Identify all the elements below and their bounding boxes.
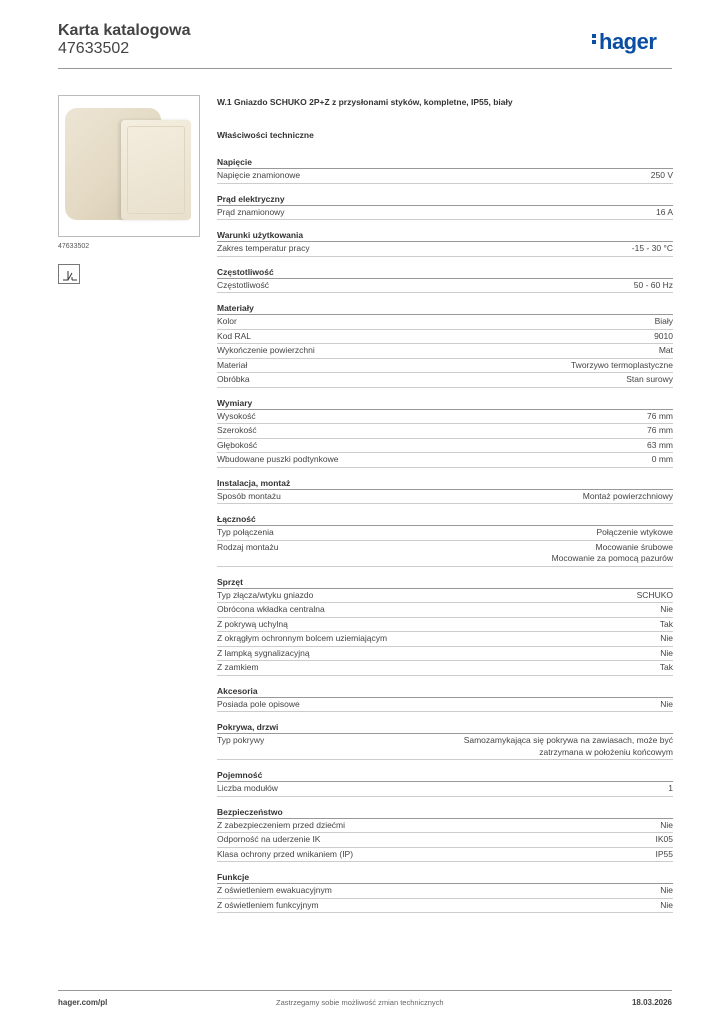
socket-lid-icon xyxy=(121,120,191,220)
spec-value xyxy=(654,331,673,343)
spec-row xyxy=(217,589,673,604)
spec-key: Typ pokrywy xyxy=(217,735,265,745)
spec-key: Posiada pole opisowe xyxy=(217,698,300,709)
spec-value xyxy=(647,440,673,452)
product-image xyxy=(58,95,200,237)
spec-value xyxy=(660,885,673,897)
spec-value xyxy=(656,207,673,219)
spec-key: Prąd znamionowy xyxy=(217,206,285,217)
spec-row xyxy=(217,373,673,388)
spec-value xyxy=(660,648,673,660)
spec-value-line: Stan surowy xyxy=(626,374,673,384)
spec-value-line: 250 V xyxy=(650,170,673,180)
spec-row xyxy=(217,833,673,848)
spec-key: Z oświetleniem funkcyjnym xyxy=(217,899,319,910)
spec-value xyxy=(660,633,673,645)
section-title: Wymiary xyxy=(217,397,673,410)
spec-value xyxy=(668,783,673,795)
spec-row xyxy=(217,453,673,468)
spec-section xyxy=(217,769,673,797)
spec-row xyxy=(217,541,673,567)
section-title: Sprzęt xyxy=(217,576,673,589)
spec-key: Wysokość xyxy=(217,410,256,421)
spec-value xyxy=(660,662,673,674)
spec-section xyxy=(217,721,673,760)
logo-text: hager xyxy=(599,29,657,54)
spec-value-line: 9010 xyxy=(654,330,673,341)
spec-row xyxy=(217,698,673,713)
spec-section xyxy=(217,806,673,863)
spec-row xyxy=(217,782,673,797)
spec-key: Obróbka xyxy=(217,374,250,384)
spec-row xyxy=(217,848,673,863)
section-title: Bezpieczeństwo xyxy=(217,806,673,819)
spec-value-line: 63 mm xyxy=(647,439,673,450)
spec-value-line: Samozamykająca się pokrywa na zawiasach, może być xyxy=(463,735,673,745)
section-title: Pokrywa, drzwi xyxy=(217,721,673,734)
spec-value-line: Tak xyxy=(659,662,673,672)
spec-value-line: IK05 xyxy=(655,834,673,844)
footer-website-link[interactable]: hager.com/pl xyxy=(58,998,108,1007)
spec-section xyxy=(217,229,673,257)
section-title: Instalacja, montaż xyxy=(217,477,673,490)
spec-row xyxy=(217,618,673,633)
spec-row xyxy=(217,439,673,454)
spec-value-line: Nie xyxy=(660,633,673,643)
spec-value-line: Montaż powierzchniowy xyxy=(582,490,673,501)
spec-value xyxy=(652,454,673,466)
spec-key: Klasa ochrony przed wnikaniem (IP) xyxy=(217,848,354,859)
spec-section xyxy=(217,193,673,221)
spec-value-line: Nie xyxy=(660,899,673,910)
spec-value-line: Tak xyxy=(659,618,673,629)
spec-value-line: Tworzywo termoplastyczne xyxy=(570,359,673,370)
spec-row xyxy=(217,410,673,425)
image-caption: 47633502 xyxy=(58,243,90,250)
spec-key: Zakres temperatur pracy xyxy=(217,243,310,253)
spec-key: Z oświetleniem ewakuacyjnym xyxy=(217,885,332,895)
spec-row xyxy=(217,330,673,345)
spec-value xyxy=(596,527,673,539)
document-title: Karta katalogowa xyxy=(58,22,191,39)
spec-section xyxy=(217,397,673,468)
spec-section xyxy=(217,685,673,713)
spec-value-line: Nie xyxy=(660,885,673,895)
spec-key: Z zabezpieczeniem przed dziećmi xyxy=(217,819,346,830)
spec-value xyxy=(626,374,673,386)
spec-value-line: 76 mm xyxy=(647,425,673,435)
spec-row xyxy=(217,734,673,760)
spec-value-line: SCHUKO xyxy=(636,589,673,600)
section-title: Akcesoria xyxy=(217,685,673,698)
spec-value xyxy=(656,849,674,861)
section-title: Łączność xyxy=(217,513,673,526)
spec-value xyxy=(660,619,673,631)
section-title: Pojemność xyxy=(217,769,673,782)
footer-divider xyxy=(58,990,672,991)
spec-key: Wykończenie powierzchni xyxy=(217,345,315,355)
logo-dots-icon xyxy=(592,32,597,46)
spec-value xyxy=(655,316,673,328)
spec-value-line: Nie xyxy=(660,604,673,614)
spec-row xyxy=(217,884,673,899)
spec-value xyxy=(634,280,673,292)
spec-row xyxy=(217,526,673,541)
spec-value-line: 50 - 60 Hz xyxy=(633,279,673,290)
spec-section xyxy=(217,302,673,388)
section-title: Częstotliwość xyxy=(217,266,673,279)
spec-key: Szerokość xyxy=(217,425,257,435)
spec-table xyxy=(217,156,673,922)
spec-row xyxy=(217,899,673,914)
spec-value-line: Nie xyxy=(660,819,673,830)
installation-symbol-icon xyxy=(58,264,80,284)
spec-key: Z lampką sygnalizacyjną xyxy=(217,647,310,658)
spec-section xyxy=(217,477,673,505)
spec-value-line: 76 mm xyxy=(647,410,673,421)
spec-section xyxy=(217,266,673,294)
spec-value-line: Mocowanie za pomocą pazurów xyxy=(551,553,673,563)
spec-key: Typ złącza/wtyku gniazdo xyxy=(217,589,314,600)
spec-value xyxy=(552,542,673,565)
spec-row xyxy=(217,819,673,834)
spec-row xyxy=(217,206,673,221)
spec-value xyxy=(659,345,673,357)
spec-section xyxy=(217,156,673,184)
spec-key: Kod RAL xyxy=(217,330,252,341)
spec-value xyxy=(647,425,673,437)
spec-row xyxy=(217,315,673,330)
hager-logo xyxy=(592,30,656,54)
spec-row xyxy=(217,344,673,359)
spec-row xyxy=(217,359,673,374)
product-title: W.1 Gniazdo SCHUKO 2P+Z z przysłonami styków, kompletne, IP55, biały xyxy=(217,97,513,107)
section-title: Materiały xyxy=(217,302,673,315)
spec-key: Kolor xyxy=(217,316,237,326)
footer-disclaimer: Zastrzegamy sobie możliwość zmian technicznych xyxy=(276,998,444,1007)
spec-value-line: Nie xyxy=(660,647,673,658)
spec-value xyxy=(464,735,673,758)
spec-key: Liczba modułów xyxy=(217,783,278,793)
spec-key: Obrócona wkładka centralna xyxy=(217,604,325,614)
spec-key: Typ połączenia xyxy=(217,527,274,537)
spec-key: Z zamkiem xyxy=(217,662,259,672)
spec-key: Sposób montażu xyxy=(217,490,281,501)
spec-value xyxy=(660,699,673,711)
spec-value xyxy=(656,834,674,846)
spec-key: Napięcie znamionowe xyxy=(217,170,301,180)
tech-properties-heading: Właściwości techniczne xyxy=(217,130,314,140)
spec-row xyxy=(217,632,673,647)
spec-value-line: Mocowanie śrubowe xyxy=(595,541,673,552)
spec-row xyxy=(217,647,673,662)
spec-section xyxy=(217,513,673,567)
spec-value-line: 16 A xyxy=(655,206,673,217)
spec-value-line: Połączenie wtykowe xyxy=(596,527,673,537)
spec-row xyxy=(217,279,673,294)
spec-value xyxy=(647,411,673,423)
spec-value xyxy=(583,491,673,503)
spec-row xyxy=(217,424,673,439)
footer-date: 18.03.2026 xyxy=(631,998,672,1007)
spec-key: Z okrągłym ochronnym bolcem uziemiającym xyxy=(217,633,388,643)
spec-section xyxy=(217,576,673,676)
spec-value-line: Nie xyxy=(660,698,673,709)
spec-value-line: 1 xyxy=(668,783,673,793)
spec-value xyxy=(660,820,673,832)
spec-value-line: zatrzymana w położeniu końcowym xyxy=(539,746,673,757)
spec-value xyxy=(660,900,673,912)
section-title: Funkcje xyxy=(217,871,673,884)
spec-key: Z pokrywą uchylną xyxy=(217,618,288,629)
spec-value-line: 0 mm xyxy=(651,454,673,464)
spec-key: Materiał xyxy=(217,359,248,370)
spec-key: Odporność na uderzenie IK xyxy=(217,834,321,844)
spec-section xyxy=(217,871,673,913)
spec-key: Rodzaj montażu xyxy=(217,541,279,552)
spec-value-line: IP55 xyxy=(655,848,673,859)
spec-key: Częstotliwość xyxy=(217,279,269,290)
spec-key: Wbudowane puszki podtynkowe xyxy=(217,454,339,464)
section-title: Napięcie xyxy=(217,156,673,169)
spec-value xyxy=(660,604,673,616)
spec-row xyxy=(217,242,673,257)
section-title: Warunki użytkowania xyxy=(217,229,673,242)
product-number: 47633502 xyxy=(58,40,130,57)
spec-value-line: Biały xyxy=(654,316,673,326)
header-divider xyxy=(58,68,672,69)
spec-key: Głębokość xyxy=(217,439,258,450)
section-title: Prąd elektryczny xyxy=(217,193,673,206)
spec-row xyxy=(217,661,673,676)
spec-row xyxy=(217,490,673,505)
spec-value xyxy=(632,243,673,255)
spec-row xyxy=(217,603,673,618)
spec-value-line: -15 - 30 °C xyxy=(631,243,673,253)
spec-row xyxy=(217,169,673,184)
spec-value xyxy=(637,590,673,602)
spec-value xyxy=(571,360,673,372)
spec-value xyxy=(651,170,673,182)
spec-value-line: Mat xyxy=(658,345,673,355)
